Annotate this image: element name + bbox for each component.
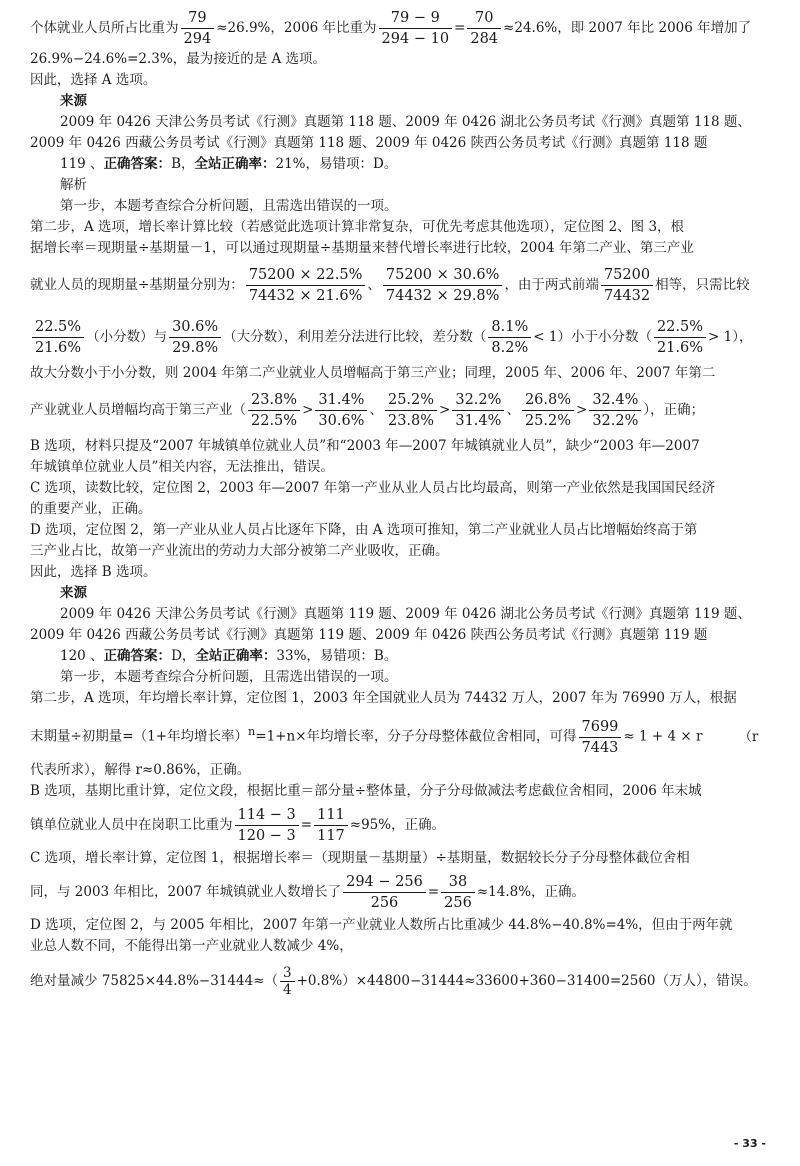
option-d-line: D 选项，定位图 2，与 2005 年相比，2007 年第一产业就业人数所占比重减少 44.8%−40.8%=4%，但由于两年就 (30, 916, 733, 933)
step-one: 第一步，本题考查综合分析问题，且需选出错误的一项。 (60, 198, 398, 214)
fraction: $\frac{23.8\%}{22.5\%}$ (248, 390, 300, 431)
q117-line2: 26.9%−24.6%=2.3%，最为接近的是 A 选项。 (30, 51, 327, 67)
source-line: 2009 年 0426 天津公务员考试《行测》真题第 119 题、2009 年 0426 湖北公务员考试《行测》真题第 119 题、 (60, 606, 751, 622)
option-d-line: 三产业占比，故第一产业流出的劳动力大部分被第二产业吸收，正确。 (30, 543, 449, 559)
q117-line1: 个体就业人员所占比重为 $\frac{79}{294}$ ≈26.9%，2006 年比重为 $\frac{79 - 9}{294 - 10}$ = $\frac{70}{284}$ ≈24.6%，即 2007 年比 2006 年增加了 (30, 10, 752, 47)
fraction: $\frac{294 - 256}{256}$ (343, 872, 426, 913)
page-number: - 33 - (733, 1137, 766, 1150)
source-line: 2009 年 0426 天津公务员考试《行测》真题第 118 题、2009 年 0426 湖北公务员考试《行测》真题第 118 题、 (60, 114, 751, 130)
option-a-formula: 就业人员的现期量÷基期量分别为： $\frac{75200 \times 22.5\%}{74432 \times 21.6\%}$ 、 $\frac{75200 \times 30.6\%}{74432 \times 29.8\%}$ ，由于两式前端 $\frac{75200}{74432}$ 相等，只需比较 (30, 267, 750, 304)
text: ≈24.6%，即 2007 年比 2006 年增加了 (503, 20, 752, 36)
option-a-line: 代表所求），解得 r≈0.86%，正确。 (30, 761, 251, 778)
fraction: $\frac{30.6\%}{29.8\%}$ (169, 317, 221, 358)
source-heading: 来源 (60, 93, 87, 109)
fraction: $\frac{7699}{7443}$ (579, 717, 622, 758)
fraction: $\frac{8.1\%}{8.2\%}$ (488, 317, 531, 358)
step-one: 第一步，本题考查综合分析问题，且需选出错误的一项。 (60, 669, 398, 685)
fraction: $\frac{31.4\%}{30.6\%}$ (315, 390, 367, 431)
fraction: $\frac{38}{256}$ (441, 872, 475, 913)
option-b-line: B 选项，材料只提及“2007 年城镇单位就业人员”和“2003 年—2007 年城镇就业人员”，缺少“2003 年—2007 (30, 438, 700, 454)
option-d-line: 业总人数不同，不能得出第一产业就业人数减少 4%， (30, 937, 353, 954)
source-heading: 来源 (60, 585, 87, 601)
answer-line: 120 、正确答案：D，全站正确率：33%，易错项：B。 (60, 648, 398, 664)
text: 个体就业人员所占比重为 (30, 20, 179, 36)
fraction: $\frac{75200}{74432}$ (601, 265, 653, 306)
fraction: $\frac{75200 \times 22.5\%}{74432 \times 21.6\%}$ (246, 265, 366, 306)
option-a-line: 故大分数小于小分数，则 2004 年第二产业就业人员增幅高于第三产业；同理，2005 年、2006 年、2007 年第二 (30, 365, 716, 381)
q117-conclusion: 因此，选择 A 选项。 (30, 72, 157, 88)
fraction: $\frac{32.2\%}{31.4\%}$ (452, 390, 504, 431)
fraction: $\frac{22.5\%}{21.6\%}$ (32, 317, 84, 358)
source-line: 2009 年 0426 西藏公务员考试《行测》真题第 119 题、2009 年 0426 陕西公务员考试《行测》真题第 119 题 (30, 627, 708, 643)
option-c-line: C 选项，增长率计算，定位图 1，根据增长率＝（现期量－基期量）÷基期量，数据较长分子分母整体截位舍相 (30, 849, 690, 866)
fraction: $\frac{32.4\%}{32.2\%}$ (589, 390, 641, 431)
fraction: $\frac{79}{294}$ (181, 8, 215, 49)
option-b-line: 年城镇单位就业人员”相关内容，无法推出，错误。 (30, 459, 334, 475)
option-a-formula: 末期量÷初期量=（1+年均增长率）$^n$=1+n×年均增长率，分子分母整体截位舍相同，可得 $\frac{7699}{7443}$ ≈ 1 + 4 × r （r (30, 718, 759, 756)
fraction: $\frac{75200 \times 30.6\%}{74432 \times 29.8\%}$ (383, 265, 503, 306)
option-a-chain: 产业就业人员增幅均高于第三产业（ $\frac{23.8\%}{22.5\%}$ > $\frac{31.4\%}{30.6\%}$ 、 $\frac{25.2\%}{23.8\%}$ > $\frac{32.2\%}{31.4\%}$ 、 $\frac{26.8\%}{25.2\%}$ > $\frac{32.4\%}{32.2\%}$ ），正确； (30, 392, 705, 429)
fraction: $\frac{25.2\%}{23.8\%}$ (385, 390, 437, 431)
fraction: $\frac{114 - 3}{120 - 3}$ (235, 805, 299, 846)
option-d-line: D 选项，定位图 2，第一产业从业人员占比逐年下降，由 A 选项可推知，第二产业就业人员占比增幅始终高于第 (30, 522, 698, 538)
answer-line: 119 、正确答案：B，全站正确率：21%，易错项：D。 (60, 156, 398, 172)
option-b-line: B 选项，基期比重计算，定位文段，根据比重＝部分量÷整体量，分子分母做减法考虑截位舍相同，2006 年末城 (30, 782, 702, 799)
fraction: $\frac{70}{284}$ (467, 8, 501, 49)
text: ≈26.9%，2006 年比重为 (216, 20, 377, 36)
option-a-line: 据增长率＝现期量÷基期量－1，可以通过现期量÷基期量来替代增长率进行比较，2004 年第二产业、第三产业 (30, 240, 694, 256)
fraction: $\frac{3}{4}$ (280, 965, 295, 998)
fraction: $\frac{111}{117}$ (314, 805, 348, 846)
fraction: $\frac{79 - 9}{294 - 10}$ (379, 8, 453, 49)
option-c-line: 的重要产业，正确。 (30, 501, 152, 517)
fraction: $\frac{26.8\%}{25.2\%}$ (522, 390, 574, 431)
source-line: 2009 年 0426 西藏公务员考试《行测》真题第 118 题、2009 年 0426 陕西公务员考试《行测》真题第 118 题 (30, 135, 708, 151)
analysis-heading: 解析 (60, 177, 87, 193)
q119-conclusion: 因此，选择 B 选项。 (30, 564, 157, 580)
option-c-line: C 选项，读数比较，定位图 2，2003 年—2007 年第一产业从业人员占比均最高，则第一产业依然是我国国民经济 (30, 480, 716, 496)
option-a-line: 第二步，A 选项，增长率计算比较（若感觉此选项计算非常复杂，可优先考虑其他选项），定位图 2、图 3，根 (30, 219, 685, 235)
option-a-compare: $\frac{22.5\%}{21.6\%}$ （小分数）与 $\frac{30.6\%}{29.8\%}$ （大分数），利用差分法进行比较，差分数（ $\frac{8.1\%}{8.2\%}$ < 1）小于小分数（ $\frac{22.5\%}{21.6\%}$ > 1）， (30, 311, 770, 363)
option-c-formula: 同，与 2003 年相比，2007 年城镇就业人数增长了 $\frac{294 - 256}{256}$ = $\frac{38}{256}$ ≈14.8%，正确。 (30, 873, 586, 911)
option-b-formula: 镇单位就业人员中在岗职工比重为 $\frac{114 - 3}{120 - 3}$ = $\frac{111}{117}$ ≈95%，正确。 (30, 806, 446, 844)
option-d-formula: 绝对量减少 75825×44.8%−31444≈（ $\frac{3}{4}$ +0.8%）×44800−31444≈33600+360−31400=2560（万人），错误。 (30, 964, 757, 998)
fraction: $\frac{22.5\%}{21.6\%}$ (654, 317, 706, 358)
option-a-line: 第二步，A 选项，年均增长率计算，定位图 1，2003 年全国就业人员为 74432 万人，2007 年为 76990 万人，根据 (30, 690, 737, 706)
